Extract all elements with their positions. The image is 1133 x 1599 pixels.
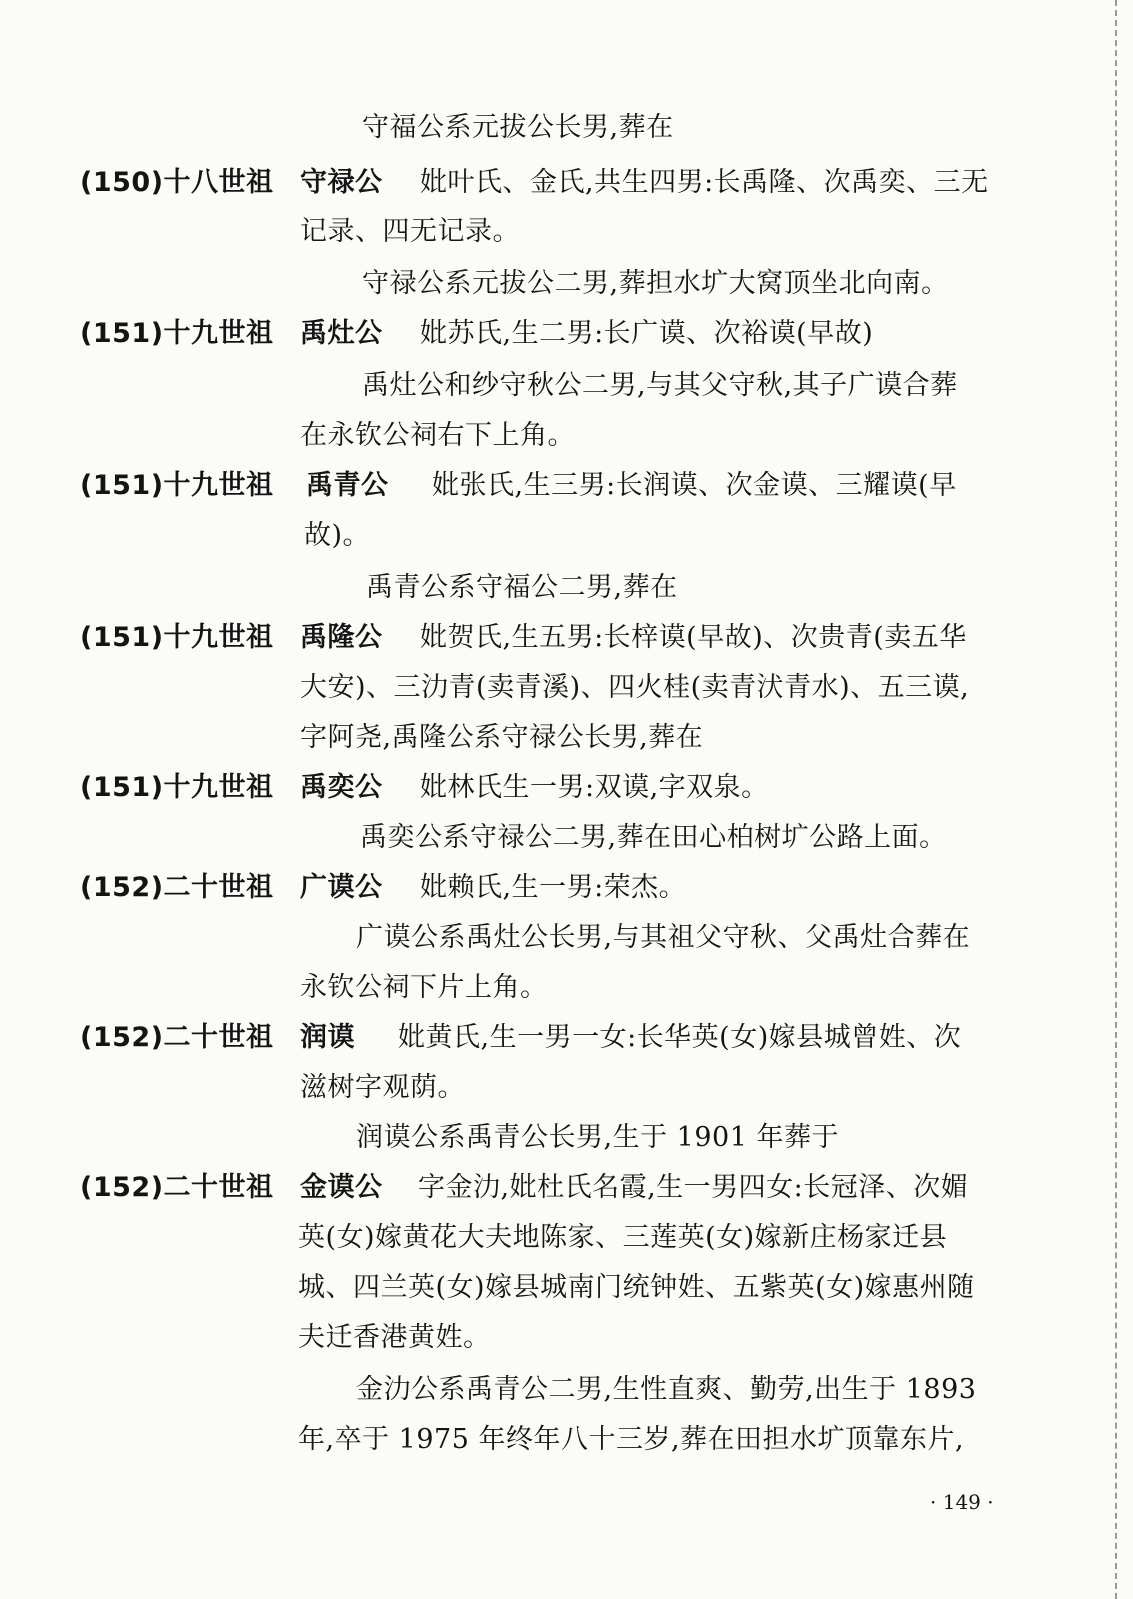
ancestor-name: 禹灶公 — [300, 318, 383, 349]
entry-text: 妣张氏,生三男:长润谟、次金谟、三耀谟(早 — [432, 470, 957, 501]
generation-label: (150)十八世祖 — [80, 167, 274, 198]
generation-label: (152)二十世祖 — [80, 872, 274, 903]
ancestor-name: 金谟公 — [300, 1172, 383, 1203]
text-line: 守福公系元拔公长男,葬在 — [362, 112, 674, 143]
entry-text: 妣叶氏、金氏,共生四男:长禹隆、次禹奕、三无 — [420, 167, 989, 198]
entry-text: 妣苏氏,生二男:长广谟、次裕谟(早故) — [420, 318, 874, 349]
text-line: 夫迁香港黄姓。 — [298, 1322, 491, 1353]
generation-label: (152)二十世祖 — [80, 1022, 274, 1053]
ancestor-name: 禹奕公 — [300, 772, 383, 803]
text-line: 润谟公系禹青公长男,生于 1901 年葬于 — [356, 1122, 839, 1153]
entry-text: 字金氻,妣杜氏名霞,生一男四女:长冠泽、次媚 — [418, 1172, 969, 1203]
generation-label: (151)十九世祖 — [80, 318, 274, 349]
text-line: 永钦公祠下片上角。 — [300, 972, 548, 1003]
entry-text: 妣黄氏,生一男一女:长华英(女)嫁县城曾姓、次 — [398, 1022, 962, 1053]
text-line: 城、四兰英(女)嫁县城南门统钟姓、五紫英(女)嫁惠州随 — [298, 1272, 975, 1303]
generation-label: (151)十九世祖 — [80, 470, 274, 501]
entry-text: 妣贺氏,生五男:长梓谟(早故)、次贵青(卖五华 — [420, 622, 967, 653]
text-line: 大安)、三氻青(卖青溪)、四火桂(卖青汱青水)、五三谟, — [300, 672, 970, 703]
text-line: 禹灶公和纱守秋公二男,与其父守秋,其子广谟合葬 — [362, 370, 958, 401]
ancestor-name: 润谟 — [300, 1022, 355, 1053]
entry-text: 妣赖氏,生一男:荣杰。 — [420, 872, 687, 903]
generation-label: (151)十九世祖 — [80, 772, 274, 803]
entry-line — [80, 622, 967, 654]
entry-text: 妣林氏生一男:双谟,字双泉。 — [420, 772, 769, 803]
text-line: 金氻公系禹青公二男,生性直爽、勤劳,出生于 1893 — [356, 1374, 977, 1405]
page-number: · 149 · — [930, 1490, 994, 1514]
generation-label: (151)十九世祖 — [80, 622, 274, 653]
ancestor-name: 守禄公 — [300, 167, 383, 198]
text-line: 在永钦公祠右下上角。 — [300, 420, 575, 451]
text-line: 守禄公系元拔公二男,葬担水圹大窝顶坐北向南。 — [362, 268, 949, 299]
page-edge-line — [1115, 0, 1117, 1599]
generation-label: (152)二十世祖 — [80, 1172, 274, 1203]
text-line: 滋树字观荫。 — [300, 1072, 465, 1103]
text-line: 故)。 — [304, 520, 371, 551]
ancestor-name: 禹青公 — [306, 470, 389, 501]
entry-line — [80, 772, 769, 804]
text-line: 禹奕公系守禄公二男,葬在田心柏树圹公路上面。 — [360, 822, 947, 853]
entry-line — [80, 470, 957, 502]
text-line: 年,卒于 1975 年终年八十三岁,葬在田担水圹顶靠东片, — [298, 1424, 965, 1455]
text-line: 英(女)嫁黄花大夫地陈家、三莲英(女)嫁新庄杨家迁县 — [298, 1222, 948, 1253]
ancestor-name: 禹隆公 — [300, 622, 383, 653]
text-line: 禹青公系守福公二男,葬在 — [366, 572, 678, 603]
text-line: 广谟公系禹灶公长男,与其祖父守秋、父禹灶合葬在 — [356, 922, 971, 953]
entry-line — [80, 167, 989, 199]
text-line: 字阿尧,禹隆公系守禄公长男,葬在 — [300, 722, 704, 753]
entry-line — [80, 318, 874, 350]
ancestor-name: 广谟公 — [300, 872, 383, 903]
entry-line — [80, 1022, 962, 1054]
entry-line — [80, 872, 687, 904]
text-line: 记录、四无记录。 — [300, 216, 520, 247]
entry-line — [80, 1172, 969, 1204]
